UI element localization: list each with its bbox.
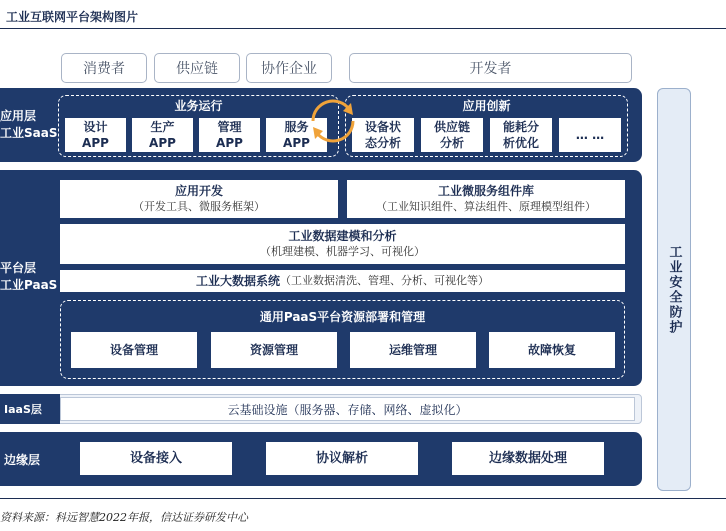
ops-item: 服务 APP [266, 118, 327, 152]
innovation-item: … … [559, 118, 621, 152]
cloud-infra-box: 云基础设施（服务器、存储、网络、虚拟化） [60, 397, 635, 421]
security-column [657, 88, 691, 491]
platform-layer-label: 平台层 工业PaaS [0, 261, 58, 292]
ops-item: 管理 APP [199, 118, 260, 152]
cycle-arrows-icon [305, 95, 361, 147]
edge-item: 协议解析 [266, 442, 418, 475]
innovation-item: 设备状 态分析 [352, 118, 414, 152]
edge-item: 边缘数据处理 [452, 442, 604, 475]
big-data-box: 工业大数据系统 （工业数据清洗、管理、分析、可视化等） [60, 270, 625, 292]
supply-chain-box: 供应链 [154, 53, 240, 83]
developer-box: 开发者 [349, 53, 632, 83]
paas-title: 通用PaaS平台资源部署和管理 [259, 310, 426, 324]
edge-layer-label: 边缘层 [4, 453, 41, 467]
innovation-title: 应用创新 [462, 99, 511, 113]
microservice-box: 工业微服务组件库 （工业知识组件、算法组件、原理模型组件） [347, 180, 625, 218]
bottom-rule [0, 498, 726, 499]
innovation-item: 能耗分 析优化 [490, 118, 552, 152]
paas-item: 故障恢复 [489, 332, 615, 368]
ops-item: 生产 APP [132, 118, 193, 152]
app-layer-label: 应用层 工业SaaS [0, 109, 58, 140]
security-label: 工业安全防护 [666, 244, 682, 335]
source-note: 资料来源：科远智慧2022年报，信达证券研发中心 [0, 511, 248, 524]
ops-title: 业务运行 [174, 99, 223, 113]
data-modeling-box: 工业数据建模和分析 （机理建模、机器学习、可视化） [60, 224, 625, 264]
iaas-label: IaaS层 [0, 394, 60, 424]
partner-box: 协作企业 [246, 53, 332, 83]
ops-item: 设计 APP [65, 118, 126, 152]
paas-item: 资源管理 [211, 332, 337, 368]
title-rule [0, 28, 726, 29]
edge-item: 设备接入 [80, 442, 232, 475]
innovation-item: 供应链 分析 [421, 118, 483, 152]
paas-item: 运维管理 [350, 332, 476, 368]
app-dev-box: 应用开发 （开发工具、微服务框架） [60, 180, 338, 218]
consumer-box: 消费者 [61, 53, 147, 83]
paas-item: 设备管理 [71, 332, 197, 368]
figure-title: 工业互联网平台架构图片 [6, 10, 139, 24]
